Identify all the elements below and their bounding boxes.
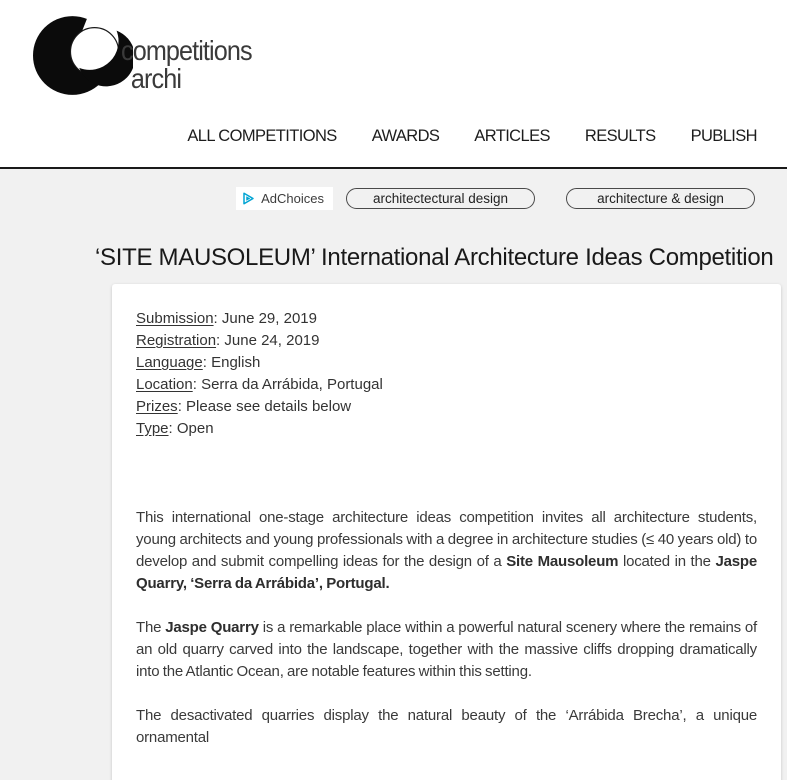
nav-awards[interactable]: AWARDS xyxy=(371,127,440,145)
competition-details xyxy=(136,308,757,440)
logo-wordmark-line2: archi xyxy=(130,63,182,94)
detail-value: Serra da Arrábida, Portugal xyxy=(201,376,383,393)
competition-card xyxy=(112,284,781,780)
ad-link-architectectural-design[interactable]: architectectural design xyxy=(346,188,535,209)
adchoices-badge[interactable] xyxy=(236,187,333,210)
adchoices-label: AdChoices xyxy=(261,191,324,206)
logo-wordmark xyxy=(121,37,252,93)
nav-publish[interactable]: PUBLISH xyxy=(690,127,757,145)
detail-label: Prizes xyxy=(136,398,178,415)
detail-row-registration xyxy=(136,330,757,352)
detail-value: Open xyxy=(176,420,214,437)
detail-label: Submission xyxy=(136,310,214,327)
site-header xyxy=(0,0,787,169)
detail-value: June 29, 2019 xyxy=(221,310,317,327)
detail-separator: : xyxy=(192,376,202,393)
detail-value: English xyxy=(211,354,261,371)
detail-label: Location xyxy=(136,376,193,393)
adchoices-icon xyxy=(241,191,256,206)
main-nav xyxy=(187,127,757,146)
ad-bar xyxy=(0,169,787,210)
detail-label: Type xyxy=(136,420,169,437)
detail-row-submission xyxy=(136,308,757,330)
detail-label: Language xyxy=(136,354,203,371)
detail-row-prizes xyxy=(136,396,757,418)
detail-separator: : xyxy=(177,398,187,415)
nav-articles[interactable]: ARTICLES xyxy=(474,127,550,145)
competition-description xyxy=(136,507,757,749)
detail-separator: : xyxy=(216,332,225,349)
description-paragraph-1: This international one-stage architecture ideas competition invites all architecture students, young architects and young professionals with a degree in architecture studies (≤ 40 years old) to develop and submit compelling ideas for the design of a Site Mausoleum located in the Jaspe Quarry, ‘Serra da Arrábida’, Portugal. xyxy=(136,509,758,592)
detail-separator: : xyxy=(213,310,222,327)
detail-row-type xyxy=(136,418,757,440)
site-logo[interactable] xyxy=(33,13,273,105)
archi-logo-icon xyxy=(33,13,133,103)
detail-row-language xyxy=(136,352,757,374)
ad-link-architecture-and-design[interactable]: architecture & design xyxy=(566,188,755,209)
logo-wordmark-line1: competitions xyxy=(121,35,252,66)
description-paragraph-2: The Jaspe Quarry is a remarkable place within a powerful natural scenery where the remains of an old quarry carved into the landscape, together with the massive cliffs dropping dramatically into the Atlantic Ocean, are notable features within this setting. xyxy=(136,619,757,680)
detail-row-location xyxy=(136,374,757,396)
detail-value: June 24, 2019 xyxy=(224,332,320,349)
description-paragraph-3: The desactivated quarries display the natural beauty of the ‘Arrábida Brecha’, a unique ornamental xyxy=(136,707,757,746)
detail-label: Registration xyxy=(136,332,217,349)
detail-separator: : xyxy=(202,354,212,371)
nav-all-competitions[interactable]: ALL COMPETITIONS xyxy=(187,127,337,145)
page-title: ‘SITE MAUSOLEUM’ International Architecture Ideas Competition xyxy=(95,244,774,271)
detail-value: Please see details below xyxy=(186,398,352,415)
detail-separator: : xyxy=(168,420,177,437)
nav-results[interactable]: RESULTS xyxy=(584,127,656,145)
